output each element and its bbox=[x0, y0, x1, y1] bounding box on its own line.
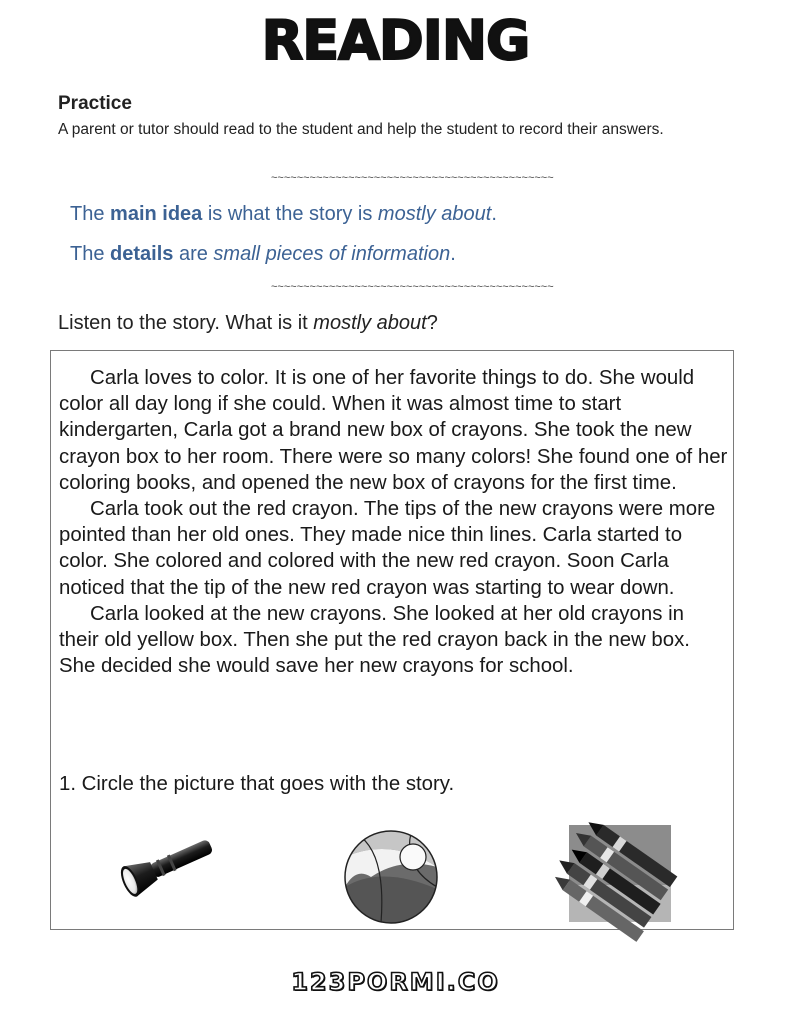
story-paragraph-3: Carla looked at the new crayons. She looked at her old crayons in their old yellow box. Then she put the red crayon back in the new box. She decided she would save her new crayons for school. bbox=[59, 602, 690, 678]
main-idea-middle: is what the story is bbox=[202, 203, 378, 225]
details-emphasis: small pieces of information bbox=[213, 243, 451, 265]
story-box bbox=[50, 350, 734, 930]
main-idea-emphasis: mostly about bbox=[377, 203, 492, 225]
details-term: details bbox=[110, 243, 174, 265]
details-middle: are bbox=[173, 243, 214, 265]
details-suffix: . bbox=[450, 243, 456, 265]
page-title: READING bbox=[261, 9, 530, 72]
prompt-prefix: Listen to the story. What is it bbox=[58, 312, 314, 334]
divider-top: ~~~~~~~~~~~~~~~~~~~~~~~~~~~~~~~~~~~~~~~~~~~~ bbox=[271, 172, 554, 184]
beach-ball-icon[interactable] bbox=[341, 827, 441, 927]
practice-heading: Practice bbox=[58, 93, 132, 114]
main-idea-definition bbox=[70, 203, 497, 226]
story-paragraph-2: Carla took out the red crayon. The tips of the new crayons were more pointed than her old ones. They made nice thin lines. Carla started to color. She colored and colored with the new red crayon. Soon Carla noticed that the tip of the new red crayon was starting to wear down. bbox=[59, 498, 716, 599]
divider-bottom: ~~~~~~~~~~~~~~~~~~~~~~~~~~~~~~~~~~~~~~~~~~~~ bbox=[271, 281, 554, 293]
main-idea-prefix: The bbox=[70, 203, 111, 225]
story-prompt bbox=[58, 312, 438, 335]
instructions-text: A parent or tutor should read to the student and help the student to record their answers. bbox=[58, 121, 664, 138]
details-definition bbox=[70, 243, 456, 266]
story-paragraph-1: Carla loves to color. It is one of her favorite things to do. She would color all day long if she could. When it was almost time to start kindergarten, Carla got a brand new box of crayons. She took the new crayon box to her room. There were so many colors! She found one of her coloring books, and opened the new box of crayons for the first time. bbox=[59, 367, 728, 494]
question-1: 1. Circle the picture that goes with the story. bbox=[59, 773, 455, 795]
flashlight-icon[interactable] bbox=[111, 831, 221, 901]
prompt-suffix: ? bbox=[426, 312, 438, 334]
main-idea-term: main idea bbox=[110, 203, 203, 225]
prompt-emphasis: mostly about bbox=[313, 312, 427, 334]
story-text bbox=[59, 365, 729, 679]
footer-brand: 123PORMI.CO bbox=[291, 968, 500, 996]
details-prefix: The bbox=[70, 243, 111, 265]
main-idea-suffix: . bbox=[491, 203, 497, 225]
crayons-icon[interactable] bbox=[569, 825, 671, 922]
